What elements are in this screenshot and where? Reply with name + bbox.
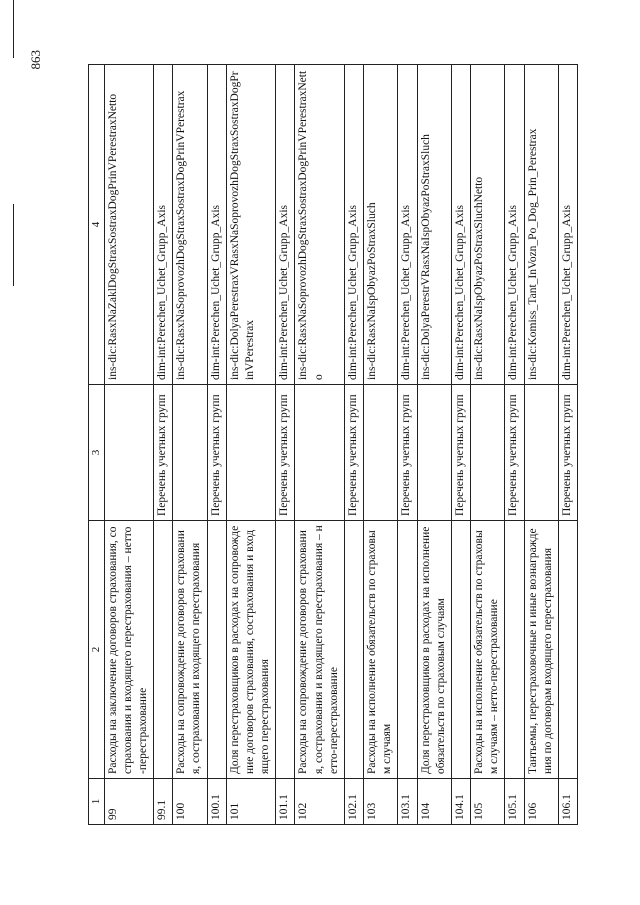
row-name: Расходы на исполнение обязательств по страховым случаям bbox=[364, 521, 398, 779]
table-row bbox=[173, 65, 207, 825]
column-header: 1 bbox=[89, 779, 105, 825]
row-element: ins-dic:RasxNaZaklDogStraxSostraxDogPrinVPerestraxNetto bbox=[104, 65, 154, 385]
scan-edge-line bbox=[13, 0, 14, 58]
row-group: Перечень учетных групп bbox=[344, 385, 363, 521]
row-element: ins-dic:RasxNaSoprovozhDogStraxSostraxDogPrinVPerestraxNetto bbox=[295, 65, 345, 385]
row-group: Перечень учетных групп bbox=[154, 385, 173, 521]
column-header: 4 bbox=[89, 65, 105, 385]
row-element: dim-int:Perechen_Uchet_Grupp_Axis bbox=[558, 65, 577, 385]
row-number: 101.1 bbox=[276, 779, 295, 825]
row-name: Доля перестраховщиков в расходах на сопровождение договоров страхования, сострахования и входящего перестрахования bbox=[226, 521, 276, 779]
row-name bbox=[558, 521, 577, 779]
row-element: dim-int:Perechen_Uchet_Grupp_Axis bbox=[398, 65, 417, 385]
table-row bbox=[471, 65, 505, 825]
row-number: 102.1 bbox=[344, 779, 363, 825]
row-group bbox=[524, 385, 558, 521]
row-name: Тантьемы, перестраховочные и иные вознаграждения по договорам входящего перестрахования bbox=[524, 521, 558, 779]
table-row bbox=[207, 65, 226, 825]
table-row bbox=[295, 65, 345, 825]
table-row bbox=[226, 65, 276, 825]
column-header: 3 bbox=[89, 385, 105, 521]
row-group: Перечень учетных групп bbox=[451, 385, 470, 521]
row-element: ins-dic:Komiss_Tant_InVozn_Po_Dog_Prin_Perestrax bbox=[524, 65, 558, 385]
row-number: 103 bbox=[364, 779, 398, 825]
row-element: dim-int:Perechen_Uchet_Grupp_Axis bbox=[451, 65, 470, 385]
row-number: 105 bbox=[471, 779, 505, 825]
page-number: 863 bbox=[28, 50, 43, 70]
row-group: Перечень учетных групп bbox=[276, 385, 295, 521]
row-number: 99 bbox=[104, 779, 154, 825]
table-row bbox=[524, 65, 558, 825]
table-row bbox=[558, 65, 577, 825]
row-group: Перечень учетных групп bbox=[207, 385, 226, 521]
scan-edge-line bbox=[13, 204, 14, 286]
row-name bbox=[398, 521, 417, 779]
row-name: Расходы на сопровождение договоров страхования, сострахования и входящего перестрахования bbox=[173, 521, 207, 779]
row-element: dim-int:Perechen_Uchet_Grupp_Axis bbox=[505, 65, 524, 385]
table-row bbox=[344, 65, 363, 825]
row-name: Расходы на исполнение обязательств по страховым случаям – нетто-перестрахование bbox=[471, 521, 505, 779]
row-number: 100.1 bbox=[207, 779, 226, 825]
row-number: 106.1 bbox=[558, 779, 577, 825]
row-number: 106 bbox=[524, 779, 558, 825]
row-number: 105.1 bbox=[505, 779, 524, 825]
row-name: Расходы на сопровождение договоров страхования, сострахования и входящего перестрахования – нетто-перестрахование bbox=[295, 521, 345, 779]
row-element: dim-int:Perechen_Uchet_Grupp_Axis bbox=[154, 65, 173, 385]
row-element: dim-int:Perechen_Uchet_Grupp_Axis bbox=[207, 65, 226, 385]
row-element: ins-dic:RasxNaIspObyazPoStraxSluchNetto bbox=[471, 65, 505, 385]
row-group bbox=[295, 385, 345, 521]
table-row bbox=[451, 65, 470, 825]
table-header-row bbox=[89, 65, 105, 825]
row-name: Доля перестраховщиков в расходах на исполнение обязательств по страховым случаям bbox=[417, 521, 451, 779]
row-group bbox=[173, 385, 207, 521]
row-group bbox=[364, 385, 398, 521]
row-name bbox=[154, 521, 173, 779]
table-row bbox=[398, 65, 417, 825]
row-name bbox=[207, 521, 226, 779]
row-group: Перечень учетных групп bbox=[505, 385, 524, 521]
row-number: 102 bbox=[295, 779, 345, 825]
row-group bbox=[226, 385, 276, 521]
row-group: Перечень учетных групп bbox=[398, 385, 417, 521]
row-group bbox=[104, 385, 154, 521]
table-row bbox=[364, 65, 398, 825]
row-element: ins-dic:RasxNaSoprovozhDogStraxSostraxDogPrinVPerestrax bbox=[173, 65, 207, 385]
row-number: 100 bbox=[173, 779, 207, 825]
row-group: Перечень учетных групп bbox=[558, 385, 577, 521]
row-name bbox=[505, 521, 524, 779]
table-row bbox=[505, 65, 524, 825]
row-number: 99.1 bbox=[154, 779, 173, 825]
table-row bbox=[417, 65, 451, 825]
row-number: 104 bbox=[417, 779, 451, 825]
spec-table bbox=[88, 64, 578, 825]
table-row bbox=[276, 65, 295, 825]
row-name: Расходы на заключение договоров страхования, сострахования и входящего перестрахования – нетто-перестрахование bbox=[104, 521, 154, 779]
row-group bbox=[471, 385, 505, 521]
row-element: dim-int:Perechen_Uchet_Grupp_Axis bbox=[344, 65, 363, 385]
table-row bbox=[104, 65, 154, 825]
row-element: ins-dic:DolyaPerestraxVRasxNaSoprovozhDogStraxSostraxDogPrinVPerestrax bbox=[226, 65, 276, 385]
row-group bbox=[417, 385, 451, 521]
row-name bbox=[276, 521, 295, 779]
row-element: ins-dic:RasxNaIspObyazPoStraxSluch bbox=[364, 65, 398, 385]
row-name bbox=[451, 521, 470, 779]
table-row bbox=[154, 65, 173, 825]
row-element: dim-int:Perechen_Uchet_Grupp_Axis bbox=[276, 65, 295, 385]
row-number: 103.1 bbox=[398, 779, 417, 825]
table-body bbox=[104, 65, 578, 825]
row-name bbox=[344, 521, 363, 779]
rotated-content bbox=[24, 14, 601, 899]
row-element: ins-dic:DolyaPerestrVRasxNaIspObyazPoStraxSluch bbox=[417, 65, 451, 385]
column-header: 2 bbox=[89, 521, 105, 779]
row-number: 101 bbox=[226, 779, 276, 825]
row-number: 104.1 bbox=[451, 779, 470, 825]
